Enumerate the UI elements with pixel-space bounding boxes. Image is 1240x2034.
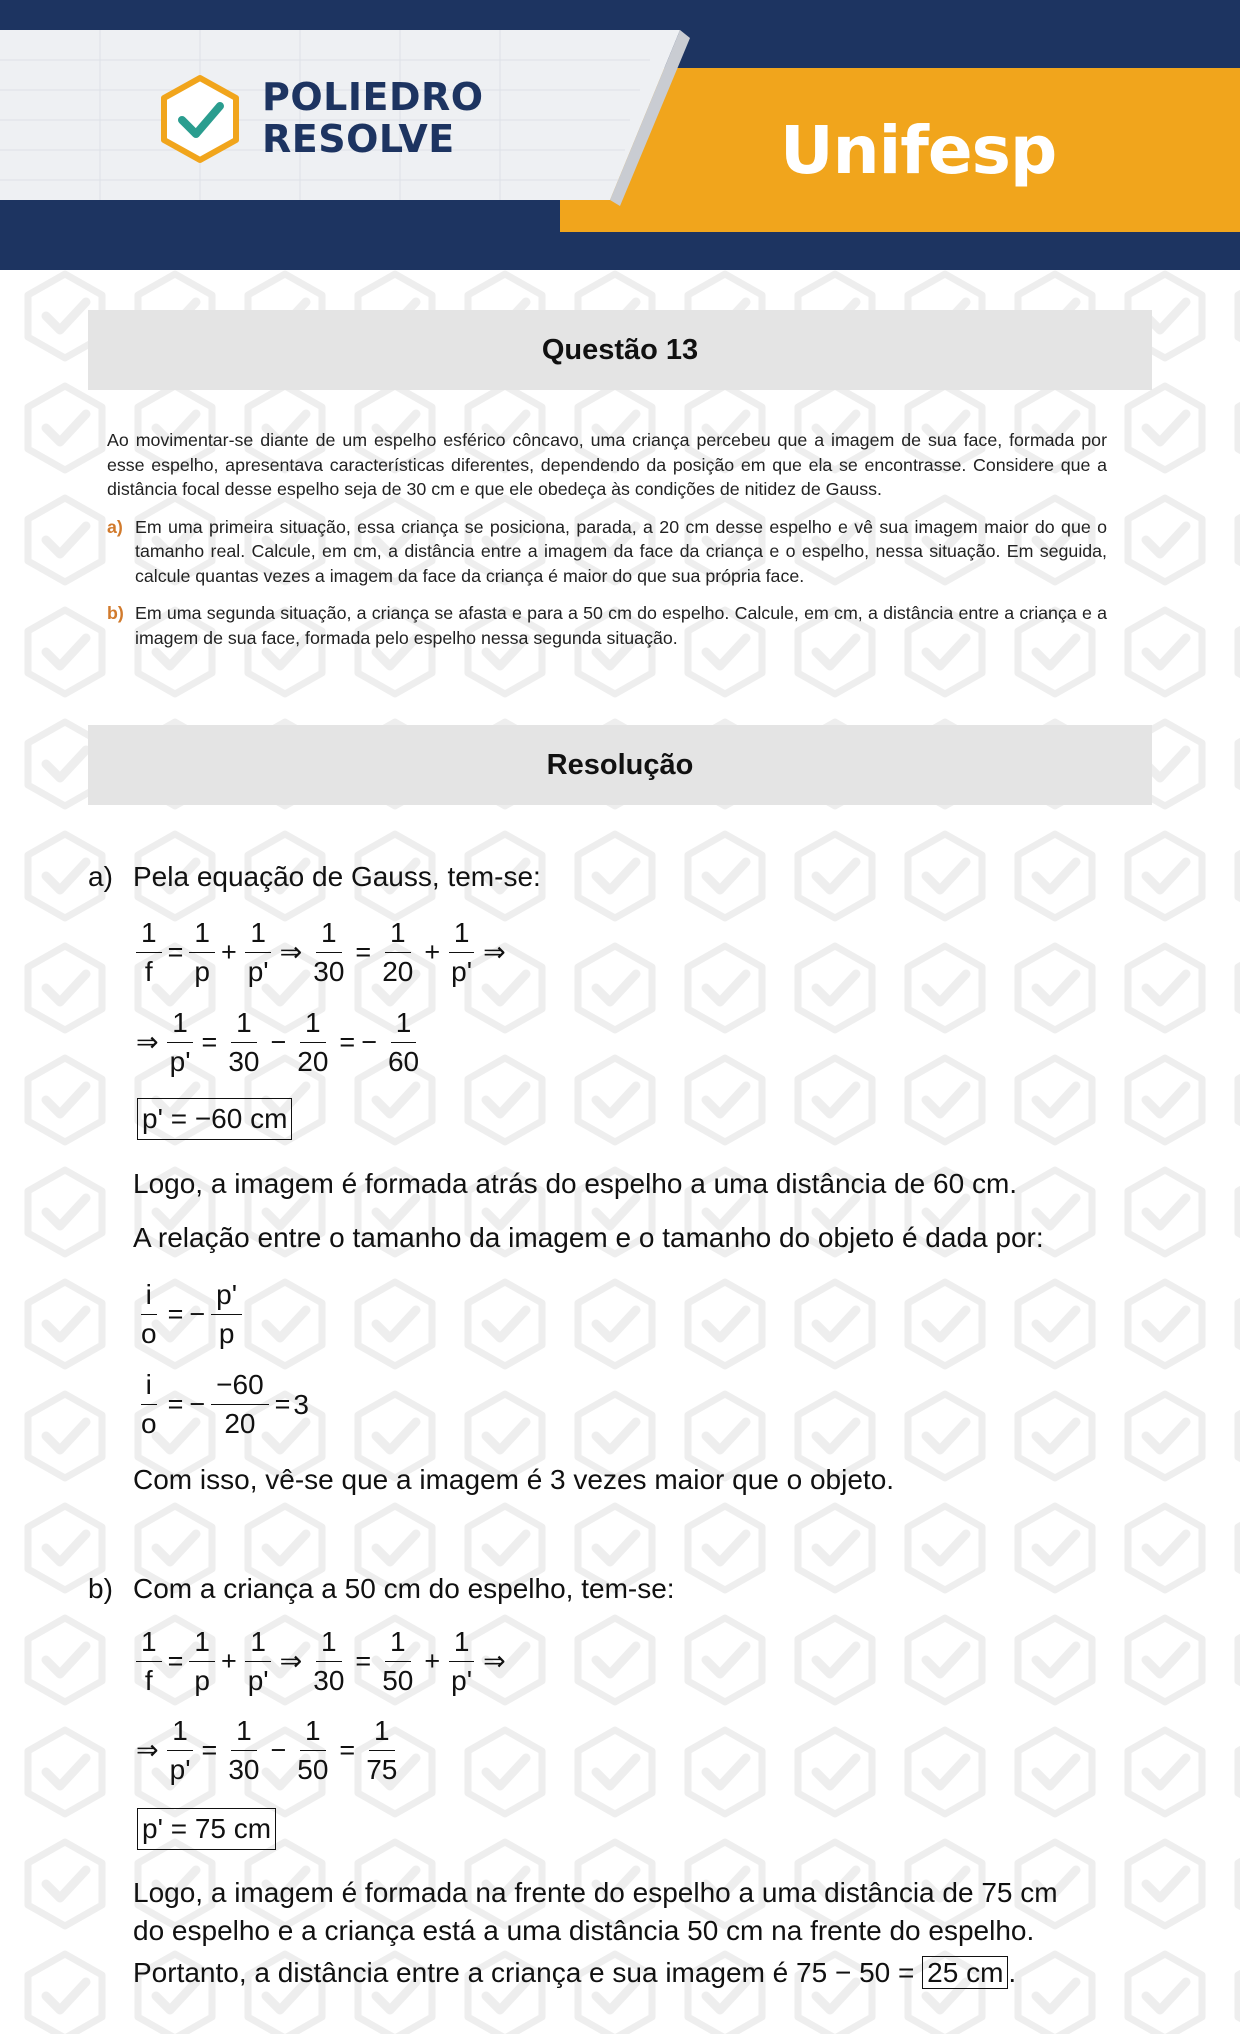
- fraction: $\frac{1}{50}$: [292, 1712, 333, 1789]
- item-text: Em uma primeira situação, essa criança se posiciona, parada, a 20 cm desse espelho e vê sua imagem maior do que o tamanho real. Calcule, em cm, a distância entre a imagem da face da criança e o espelho, nessa situação. Em seguida, calcule quantas vezes a imagem da face da criança é maior do que sua própria face.: [135, 516, 1107, 586]
- question-statement: [107, 428, 1107, 650]
- fraction: $\frac{1}{30}$: [223, 1712, 264, 1789]
- fraction: $\frac{1}{30}$: [223, 1004, 264, 1081]
- magnification-equation: $\frac{i}{o}$ = − $\frac{p'}{p}$: [133, 1276, 245, 1353]
- fraction: $\frac{1}{50}$: [377, 1623, 418, 1700]
- page-header: [0, 0, 1240, 270]
- final-answer: 25 cm: [922, 1956, 1008, 1989]
- gauss-equation-b1: $\frac{1}{f}$ = $\frac{1}{p}$ + $\frac{1}{p'}$ ⇒ $\frac{1}{30}$ = $\frac{1}{50}$ + $\frac{1}{p'}$ ⇒: [133, 1623, 509, 1700]
- fraction: $\frac{1}{p}$: [189, 914, 215, 991]
- resolution-a-text1: Logo, a imagem é formada atrás do espelho a uma distância de 60 cm.: [133, 1168, 1018, 1199]
- resolution-b-intro: Com a criança a 50 cm do espelho, tem-se:: [133, 1573, 675, 1604]
- item-text: Em uma segunda situação, a criança se afasta e para a 50 cm do espelho. Calcule, em cm, a distância entre a criança e a imagem de sua face, formada pelo espelho nessa segunda situação.: [135, 603, 1107, 648]
- resolution-label-b: b): [88, 1573, 113, 1604]
- fraction: $\frac{1}{20}$: [377, 914, 418, 991]
- fraction: $\frac{1}{30}$: [308, 914, 349, 991]
- brand-name-line1: POLIEDRO: [262, 75, 484, 119]
- gauss-equation-a2: ⇒ $\frac{1}{p'}$ = $\frac{1}{30}$ − $\frac{1}{20}$ = − $\frac{1}{60}$: [133, 1004, 427, 1081]
- fraction: $\frac{i}{o}$: [136, 1366, 162, 1443]
- question-intro: Ao movimentar-se diante de um espelho esférico côncavo, uma criança percebeu que a imagem de sua face, formada por esse espelho, apresentava características diferentes, dependendo da posição em que ela se encontrasse. Considere que a distância focal desse espelho seja de 30 cm e que ele obedeça às condições de nitidez de Gauss.: [107, 430, 1107, 499]
- fraction: $\frac{1}{75}$: [361, 1712, 402, 1789]
- resolution-a-text3: Com isso, vê-se que a imagem é 3 vezes maior que o objeto.: [133, 1464, 895, 1495]
- magnification-calculation: $\frac{i}{o}$ = − $\frac{-60}{20}$ = 3: [133, 1366, 309, 1443]
- boxed-result: p' = 75 cm: [137, 1808, 276, 1850]
- question-item-a: [107, 515, 1107, 589]
- fraction: $\frac{1}{f}$: [136, 914, 162, 991]
- question-title-bar: [88, 310, 1152, 390]
- boxed-result: p' = −60 cm: [137, 1098, 292, 1140]
- resolution-b-line1: Logo, a imagem é formada na frente do espelho a uma distância de 75 cm: [133, 1877, 1058, 1908]
- exam-name: Unifesp: [780, 112, 1057, 189]
- fraction: $\frac{1}{p'}$: [165, 1712, 196, 1789]
- resolution-title-bar: [88, 725, 1152, 805]
- fraction: $\frac{i}{o}$: [136, 1276, 162, 1353]
- fraction: $\frac{1}{30}$: [308, 1623, 349, 1700]
- fraction: $\frac{1}{p'}$: [165, 1004, 196, 1081]
- fraction: $\frac{1}{p'}$: [243, 1623, 274, 1700]
- result-a: [137, 1098, 292, 1140]
- resolution-label-a: a): [88, 861, 113, 892]
- fraction: $\frac{1}{20}$: [292, 1004, 333, 1081]
- item-label: a): [107, 516, 123, 537]
- brand-name-line2: RESOLVE: [262, 117, 455, 161]
- resolution-b-line3: Portanto, a distância entre a criança e sua imagem é 75 − 50 = 25 cm .: [133, 1957, 1017, 1988]
- gauss-equation-b2: ⇒ $\frac{1}{p'}$ = $\frac{1}{30}$ − $\frac{1}{50}$ = $\frac{1}{75}$: [133, 1712, 405, 1789]
- resolution-title: Resolução: [546, 748, 694, 781]
- fraction: $\frac{1}{60}$: [383, 1004, 424, 1081]
- question-item-b: [107, 601, 1107, 650]
- checkmark-hexagon-icon: [158, 74, 242, 164]
- final-calculation: 75 − 50 =: [796, 1957, 915, 1988]
- result-b: [137, 1808, 276, 1850]
- fraction: $\frac{1}{f}$: [136, 1623, 162, 1700]
- resolution-a-intro: Pela equação de Gauss, tem-se:: [133, 861, 541, 892]
- fraction: $\frac{1}{p'}$: [446, 1623, 477, 1700]
- resolution-b-line2: do espelho e a criança está a uma distância 50 cm na frente do espelho.: [133, 1915, 1035, 1946]
- fraction: $\frac{1}{p'}$: [446, 914, 477, 991]
- fraction: $\frac{1}{p'}$: [243, 914, 274, 991]
- fraction: $\frac{-60}{20}$: [211, 1366, 269, 1443]
- gauss-equation-a1: $\frac{1}{f}$ = $\frac{1}{p}$ + $\frac{1}{p'}$ ⇒ $\frac{1}{30}$ = $\frac{1}{20}$ + $\frac{1}{p'}$ ⇒: [133, 914, 509, 991]
- fraction: $\frac{p'}{p}$: [211, 1276, 242, 1353]
- question-title: Questão 13: [541, 333, 699, 366]
- resolution-a-text2: A relação entre o tamanho da imagem e o tamanho do objeto é dada por:: [133, 1222, 1044, 1253]
- fraction: $\frac{1}{p}$: [189, 1623, 215, 1700]
- item-label: b): [107, 603, 124, 623]
